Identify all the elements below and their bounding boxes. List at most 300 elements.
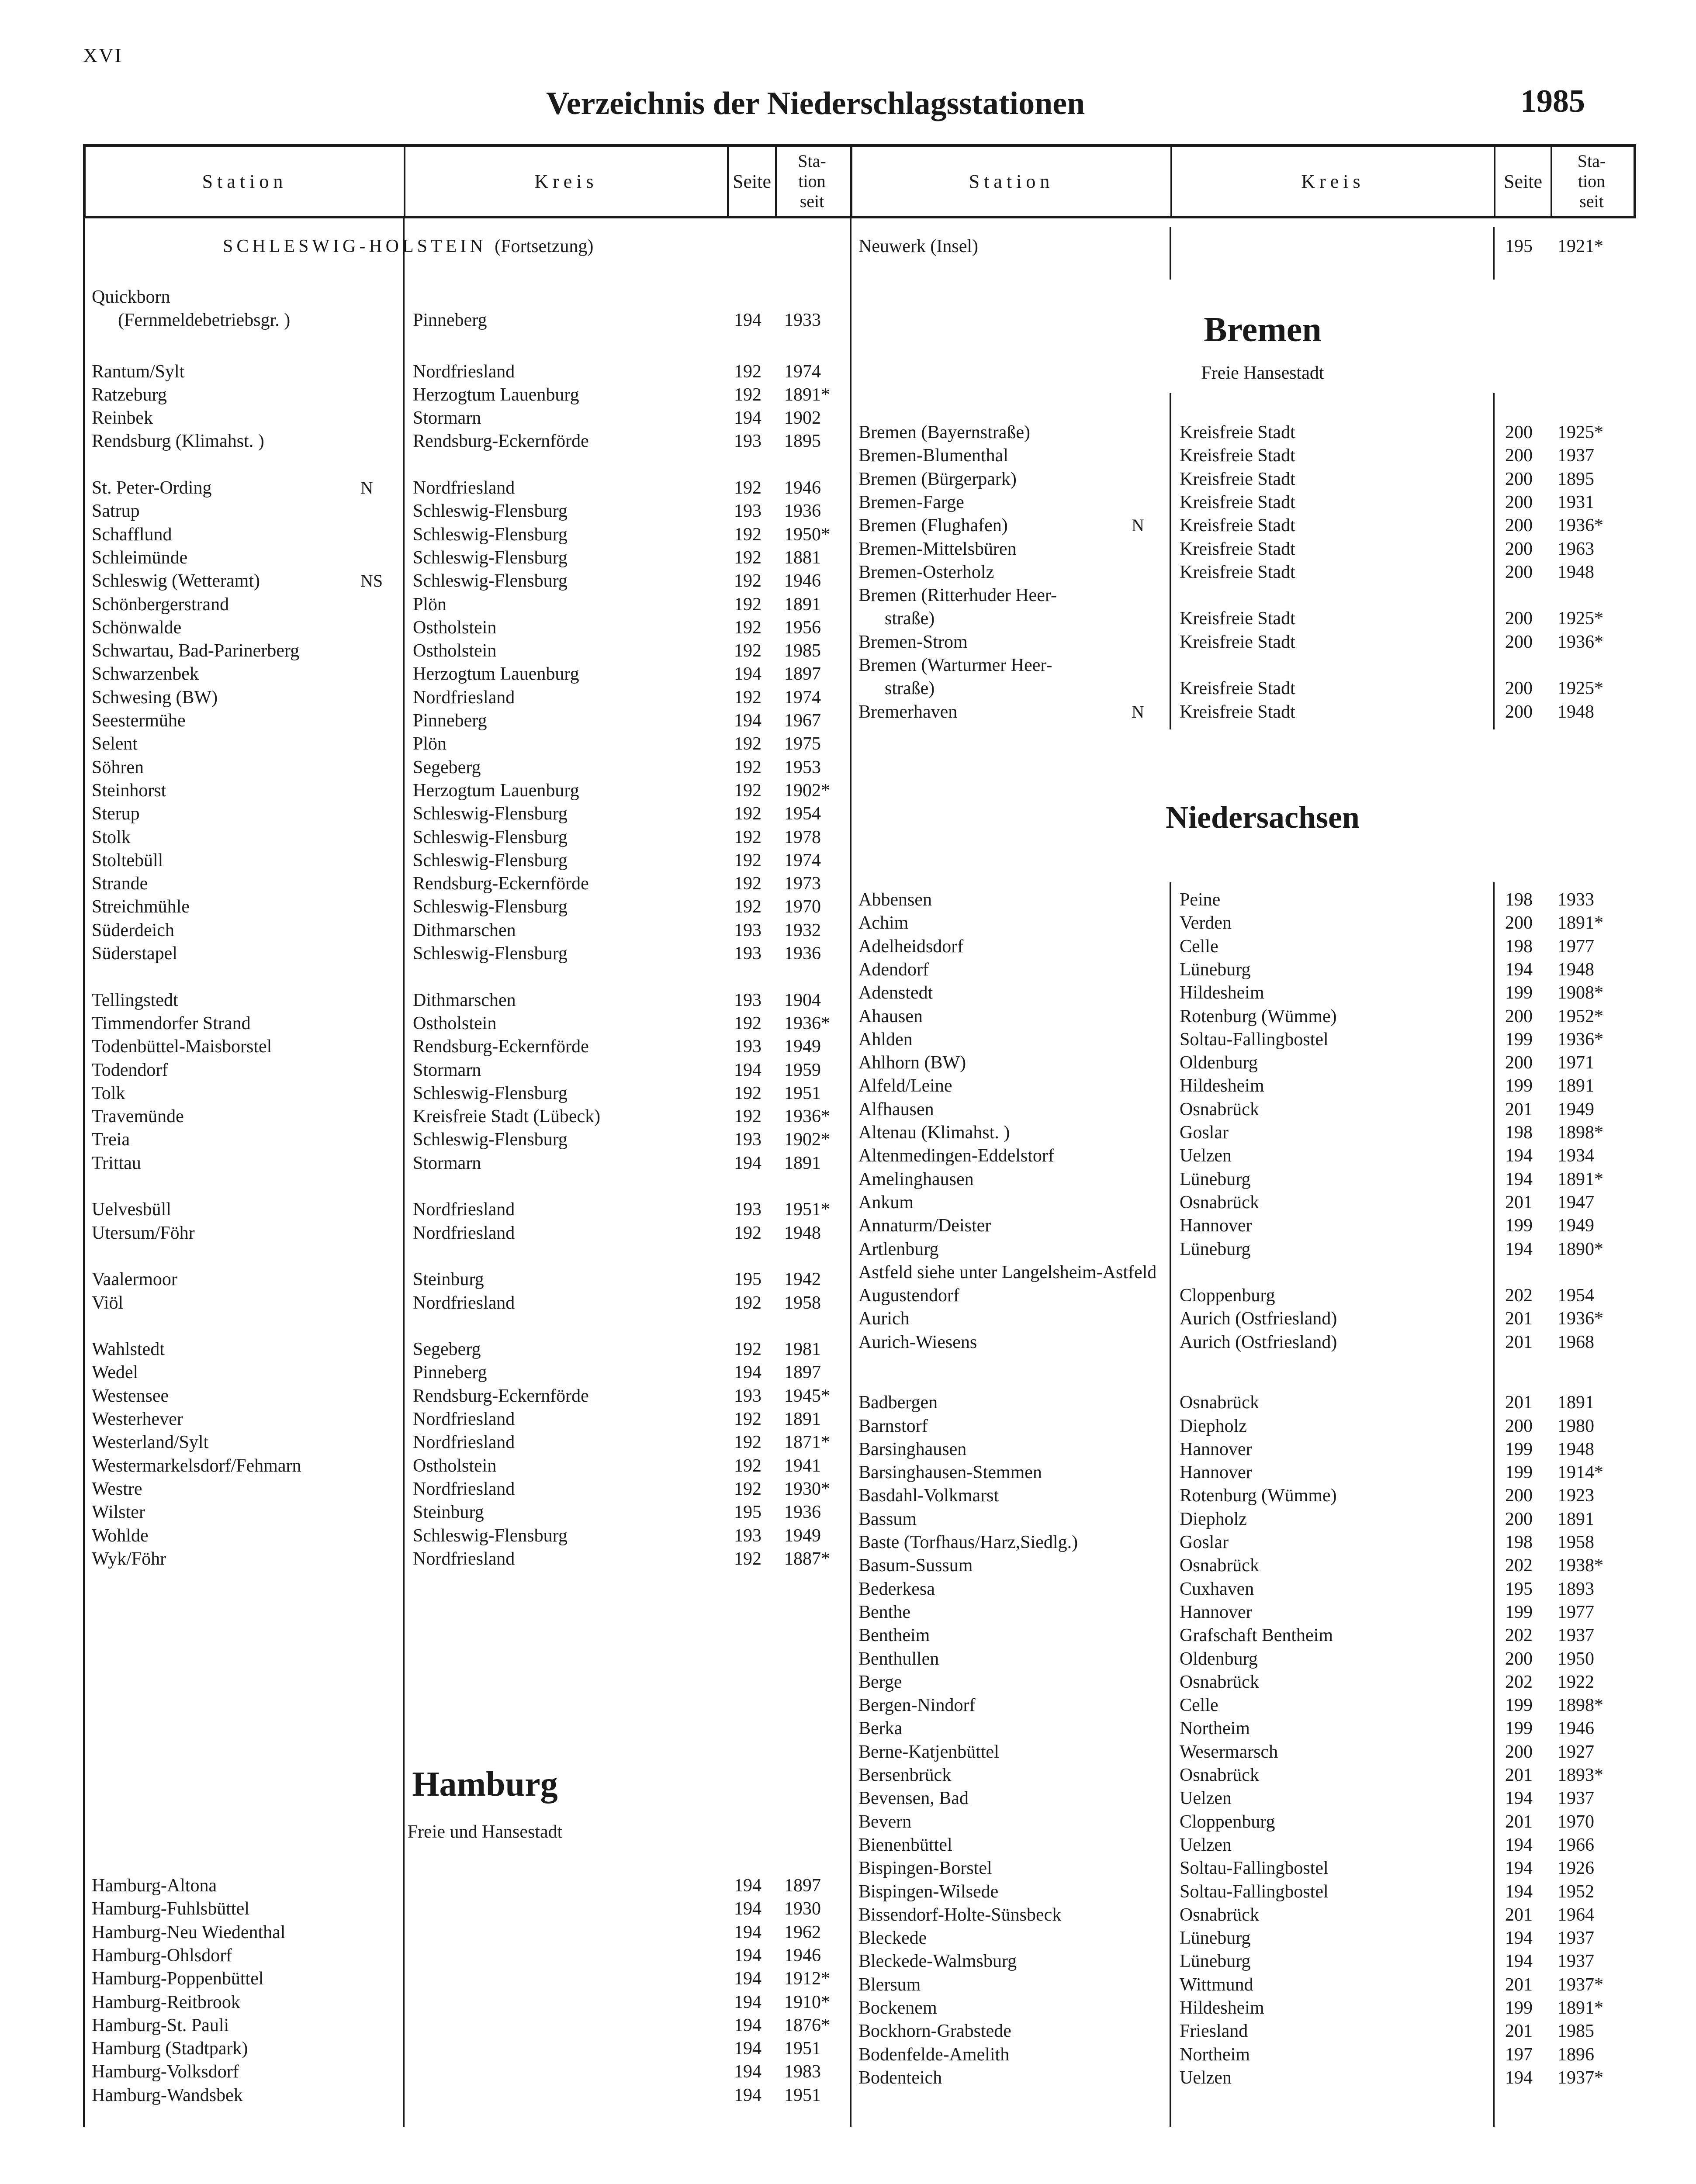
kreis-name: Kreisfreie Stadt: [1180, 562, 1295, 582]
station-name: Bockenem: [858, 1998, 937, 2018]
station-name: Bremen-Blumenthal: [858, 446, 1008, 466]
seite-value: 194: [1505, 1239, 1533, 1259]
station-name: Schönwalde: [92, 618, 182, 638]
kreis-name: Nordfriesland: [413, 478, 515, 498]
kreis-name: Nordfriesland: [413, 1223, 515, 1243]
station-name: Wyk/Föhr: [92, 1549, 166, 1569]
seite-value: 194: [734, 2085, 761, 2105]
kreis-name: Hannover: [1180, 1462, 1252, 1482]
kreis-name: Pinneberg: [413, 711, 487, 731]
kreis-name: Kreisfreie Stadt: [1180, 702, 1295, 722]
kreis-name: Schleswig-Flensburg: [413, 548, 568, 568]
station-seit-value: 1948: [1558, 1439, 1594, 1459]
seite-value: 200: [1505, 469, 1533, 489]
kreis-name: Rotenburg (Wümme): [1180, 1486, 1337, 1506]
station-seit-value: 1936*: [1558, 1030, 1603, 1050]
seite-value: 201: [1505, 2021, 1533, 2041]
seite-value: 194: [734, 1153, 761, 1173]
table-row: [0, 1996, 1696, 2020]
station-flag: N: [1132, 515, 1144, 535]
kreis-name: Osnabrück: [1180, 1099, 1259, 1120]
station-name: Bentheim: [858, 1625, 930, 1645]
table-row: [0, 285, 1696, 309]
table-row: [0, 467, 1696, 491]
station-seit-value: 1983: [784, 2062, 821, 2082]
kreis-name: Kreisfreie Stadt: [1180, 446, 1295, 466]
station-name: Stolk: [92, 827, 131, 847]
station-seit-value: 1946: [784, 478, 821, 498]
seite-value: 201: [1505, 1975, 1533, 1995]
table-row: [0, 1577, 1696, 1601]
kreis-name: Peine: [1180, 890, 1221, 910]
kreis-name: Ostholstein: [413, 641, 497, 661]
table-row: [0, 1903, 1696, 1927]
station-name: Süderstapel: [92, 943, 177, 964]
station-name: Bockhorn-Grabstede: [858, 2021, 1011, 2041]
kreis-name: Segeberg: [413, 757, 481, 778]
seite-value: 200: [1505, 562, 1533, 582]
seite-value: 192: [734, 571, 761, 591]
kreis-name: Osnabrück: [1180, 1765, 1259, 1785]
station-seit-value: 1908*: [1558, 983, 1603, 1003]
table-row: [0, 308, 1696, 332]
station-seit-value: 1945*: [784, 1386, 830, 1406]
station-name: Ankum: [858, 1192, 914, 1213]
station-seit-value: 1981: [784, 1339, 821, 1359]
station-seit-value: 1898*: [1558, 1123, 1603, 1143]
section-title-hamburg: Hamburg: [412, 1765, 558, 1804]
kreis-name: Herzogtum Lauenburg: [413, 385, 579, 405]
seite-value: 198: [1505, 890, 1533, 910]
station-seit-value: 1970: [1558, 1812, 1594, 1832]
table-header-left: [83, 144, 850, 218]
station-name: Badbergen: [858, 1393, 938, 1413]
station-seit-value: 1942: [784, 1269, 821, 1289]
station-seit-value: 1937: [1558, 1625, 1594, 1645]
table-row: [0, 981, 1696, 1005]
station-name: Bremerhaven: [858, 702, 958, 722]
station-seit-value: 1898*: [1558, 1695, 1603, 1715]
station-seit-value: 1891: [1558, 1393, 1594, 1413]
station-name: Bederkesa: [858, 1579, 935, 1599]
table-row: [0, 1763, 1696, 1787]
seite-value: 192: [734, 1549, 761, 1569]
continuation-region: SCHLESWIG-HOLSTEIN: [223, 236, 487, 256]
seite-value: 199: [1505, 1030, 1533, 1050]
kreis-name: Celle: [1180, 936, 1218, 957]
station-seit-value: 1974: [784, 850, 821, 871]
kreis-name: Schleswig-Flensburg: [413, 827, 568, 847]
station-seit-value: 1891*: [1558, 913, 1603, 933]
seite-value: 193: [734, 431, 761, 451]
station-seit-value: 1890*: [1558, 1239, 1603, 1259]
station-flag: NS: [360, 571, 383, 591]
station-seit-value: 1980: [1558, 1416, 1594, 1436]
station-name: Stoltebüll: [92, 850, 163, 871]
station-name: Hamburg-St. Pauli: [92, 2015, 229, 2035]
station-flag: N: [1132, 702, 1144, 722]
station-name: Rendsburg (Klimahst. ): [92, 431, 264, 451]
station-name: Basdahl-Volkmarst: [858, 1486, 999, 1506]
station-seit-value: 1966: [1558, 1835, 1594, 1855]
station-name: Wedel: [92, 1362, 138, 1382]
station-name: Schönbergerstrand: [92, 594, 229, 615]
kreis-name: Nordfriesland: [413, 1409, 515, 1429]
kreis-name: Nordfriesland: [413, 1293, 515, 1313]
seite-value: 199: [1505, 1602, 1533, 1622]
station-seit-value: 1951: [784, 1083, 821, 1103]
station-name: Wahlstedt: [92, 1339, 165, 1359]
station-seit-value: 1970: [784, 897, 821, 917]
seite-value: 197: [1505, 2045, 1533, 2065]
kreis-name: Ostholstein: [413, 618, 497, 638]
station-seit-value: 1936*: [784, 1013, 830, 1033]
station-seit-value: 1876*: [784, 2015, 830, 2035]
station-name: Schleimünde: [92, 548, 188, 568]
station-name: Seestermühe: [92, 711, 186, 731]
seite-value: 194: [1505, 1788, 1533, 1808]
kreis-name: Nordfriesland: [413, 1432, 515, 1452]
kreis-name: Dithmarschen: [413, 990, 516, 1010]
station-name: Berne-Katjenbüttel: [858, 1742, 999, 1762]
kreis-name: Soltau-Fallingbostel: [1180, 1858, 1329, 1878]
seite-value: 194: [1505, 1146, 1533, 1166]
seite-value: 195: [1505, 1579, 1533, 1599]
station-name: Bremen-Farge: [858, 492, 964, 512]
station-name: Wohlde: [92, 1526, 149, 1546]
station-name: Bevern: [858, 1812, 912, 1832]
station-name: Blersum: [858, 1975, 921, 1995]
seite-value: 192: [734, 385, 761, 405]
seite-value: 201: [1505, 1309, 1533, 1329]
kreis-name: Pinneberg: [413, 310, 487, 330]
header-seite: Seite: [1495, 147, 1552, 216]
table-row: [0, 1144, 1696, 1168]
seite-value: 192: [734, 1456, 761, 1476]
table-row: [0, 1717, 1696, 1740]
kreis-name: Steinburg: [413, 1269, 484, 1289]
header-kreis: Kreis: [1172, 147, 1495, 216]
station-seit-value: 1933: [1558, 890, 1594, 910]
seite-value: 200: [1505, 1649, 1533, 1669]
seite-value: 192: [734, 804, 761, 824]
kreis-name: Osnabrück: [1180, 1555, 1259, 1576]
seite-value: 198: [1505, 936, 1533, 957]
station-name: Hamburg (Stadtpark): [92, 2039, 248, 2059]
seite-value: 200: [1505, 1006, 1533, 1026]
kreis-name: Schleswig-Flensburg: [413, 1130, 568, 1150]
station-name: Treia: [92, 1130, 130, 1150]
kreis-name: Osnabrück: [1180, 1905, 1259, 1925]
seite-value: 195: [734, 1269, 761, 1289]
seite-value: 201: [1505, 1812, 1533, 1832]
station-name: Wilster: [92, 1502, 145, 1522]
kreis-name: Cloppenburg: [1180, 1812, 1275, 1832]
seite-value: 193: [734, 501, 761, 521]
station-seit-value: 1977: [1558, 936, 1594, 957]
station-name: Augustendorf: [858, 1286, 959, 1306]
station-seit-value: 1985: [1558, 2021, 1594, 2041]
station-seit-value: 1895: [784, 431, 821, 451]
table-row: [0, 383, 1696, 407]
station-name: Achim: [858, 913, 909, 933]
kreis-name: Cloppenburg: [1180, 1286, 1275, 1306]
table-row: [0, 1531, 1696, 1554]
kreis-name: Schleswig-Flensburg: [413, 850, 568, 871]
seite-value: 192: [734, 1432, 761, 1452]
station-seit-value: 1891: [1558, 1076, 1594, 1096]
table-row: [0, 732, 1696, 756]
station-seit-value: 1964: [1558, 1905, 1594, 1925]
seite-value: 194: [734, 1060, 761, 1080]
station-seit-value: 1902: [784, 408, 821, 428]
station-seit-value: 1973: [784, 874, 821, 894]
kreis-name: Diepholz: [1180, 1416, 1247, 1436]
station-name: Hamburg-Poppenbüttel: [92, 1969, 264, 1989]
station-seit-value: 1950: [1558, 1649, 1594, 1669]
station-name: Aurich: [858, 1309, 910, 1329]
station-name: Vaalermoor: [92, 1269, 177, 1289]
station-name: Streichmühle: [92, 897, 190, 917]
table-row: [0, 584, 1696, 607]
kreis-name: Oldenburg: [1180, 1053, 1258, 1073]
station-name: Annaturm/Deister: [858, 1216, 991, 1236]
station-name: Bispingen-Wilsede: [858, 1882, 999, 1902]
seite-value: 202: [1505, 1555, 1533, 1576]
kreis-name: Hildesheim: [1180, 1076, 1264, 1096]
station-seit-value: 1910*: [784, 1992, 830, 2012]
seite-value: 201: [1505, 1332, 1533, 1352]
table-header-right: [850, 144, 1636, 218]
station-seit-value: 1985: [784, 641, 821, 661]
table-row: [0, 2019, 1696, 2043]
station-seit-value: 1925*: [1558, 608, 1603, 629]
kreis-name: Nordfriesland: [413, 1199, 515, 1220]
station-name: Alfhausen: [858, 1099, 934, 1120]
seite-value: 200: [1505, 515, 1533, 536]
table-row: [0, 537, 1696, 561]
table-row: [0, 1926, 1696, 1950]
table-row: [0, 1051, 1696, 1075]
station-seit-value: 1951*: [784, 1199, 830, 1220]
kreis-name: Kreisfreie Stadt: [1180, 422, 1295, 442]
table-row: [0, 1833, 1696, 1857]
station-name: Bleckede: [858, 1928, 927, 1948]
station-name: Barnstorf: [858, 1416, 928, 1436]
table-row: [0, 1740, 1696, 1764]
station-seit-value: 1891*: [1558, 1169, 1603, 1189]
table-row: [0, 1284, 1696, 1307]
station-seit-value: 1937: [1558, 1928, 1594, 1948]
table-row: [0, 1670, 1696, 1694]
kreis-name: Friesland: [1180, 2021, 1248, 2041]
station-seit-value: 1891: [784, 1409, 821, 1429]
seite-value: 200: [1505, 702, 1533, 722]
station-name: Ahlhorn (BW): [858, 1053, 966, 1073]
station-seit-value: 1927: [1558, 1742, 1594, 1762]
seite-value: 200: [1505, 1509, 1533, 1529]
seite-value: 192: [734, 1013, 761, 1033]
kreis-name: Hannover: [1180, 1439, 1252, 1459]
station-name: Bispingen-Borstel: [858, 1858, 992, 1878]
station-name: Barsinghausen-Stemmen: [858, 1462, 1042, 1482]
table-row: [0, 1554, 1696, 1577]
table-row: [0, 1600, 1696, 1624]
kreis-name: Segeberg: [413, 1339, 481, 1359]
station-name: Schafflund: [92, 525, 172, 545]
station-name: Hamburg-Wandsbek: [92, 2085, 243, 2105]
seite-value: 193: [734, 1037, 761, 1057]
station-seit-value: 1896: [1558, 2045, 1594, 2065]
kreis-name: Verden: [1180, 913, 1232, 933]
station-name: Bodenfelde-Amelith: [858, 2045, 1010, 2065]
seite-value: 200: [1505, 632, 1533, 652]
table-row: [0, 1461, 1696, 1484]
station-seit-value: 1902*: [784, 1130, 830, 1150]
seite-value: 194: [734, 1969, 761, 1989]
station-name: Todendorf: [92, 1060, 168, 1080]
station-seit-value: 1959: [784, 1060, 821, 1080]
seite-value: 200: [1505, 1742, 1533, 1762]
station-seit-value: 1937*: [1558, 1975, 1603, 1995]
table-row: [0, 1414, 1696, 1438]
station-seit-value: 1936: [784, 943, 821, 964]
kreis-name: Wittmund: [1180, 1975, 1253, 1995]
kreis-name: Rendsburg-Eckernförde: [413, 874, 589, 894]
station-flag: N: [360, 478, 373, 498]
station-name: Bremen-Strom: [858, 632, 968, 652]
station-seit-value: 1934: [1558, 1146, 1594, 1166]
kreis-name: Schleswig-Flensburg: [413, 804, 568, 824]
seite-value: 192: [734, 688, 761, 708]
seite-value: 198: [1505, 1532, 1533, 1552]
station-name: Westre: [92, 1479, 142, 1499]
seite-value: 194: [734, 2015, 761, 2035]
station-seit-value: 1904: [784, 990, 821, 1010]
station-seit-value: 1936: [784, 1502, 821, 1522]
seite-value: 192: [734, 478, 761, 498]
station-name: Schleswig (Wetteramt): [92, 571, 260, 591]
station-name: Altenau (Klimahst. ): [858, 1123, 1010, 1143]
kreis-name: Cuxhaven: [1180, 1579, 1254, 1599]
station-name: Sterup: [92, 804, 140, 824]
seite-value: 200: [1505, 446, 1533, 466]
kreis-name: Nordfriesland: [413, 1549, 515, 1569]
kreis-name: Uelzen: [1180, 1146, 1232, 1166]
seite-value: 202: [1505, 1672, 1533, 1692]
station-name: Westerland/Sylt: [92, 1432, 209, 1452]
table-row: [0, 1438, 1696, 1461]
station-name: Travemünde: [92, 1106, 184, 1127]
station-seit-value: 1952*: [1558, 1006, 1603, 1026]
kreis-name: Osnabrück: [1180, 1192, 1259, 1213]
station-name: Hamburg-Reitbrook: [92, 1992, 240, 2012]
seite-value: 194: [1505, 1169, 1533, 1189]
kreis-name: Grafschaft Bentheim: [1180, 1625, 1333, 1645]
kreis-name: Lüneburg: [1180, 1928, 1251, 1948]
kreis-name: Diepholz: [1180, 1509, 1247, 1529]
station-seit-value: 1958: [784, 1293, 821, 1313]
table-row: [0, 653, 1696, 677]
table-row: [0, 888, 1696, 912]
table-row: [0, 560, 1696, 584]
table-row: [0, 1237, 1696, 1261]
station-name: Bleckede-Walmsburg: [858, 1951, 1017, 1971]
seite-value: 194: [1505, 1928, 1533, 1948]
kreis-name: Nordfriesland: [413, 688, 515, 708]
kreis-name: Soltau-Fallingbostel: [1180, 1882, 1329, 1902]
seite-value: 194: [734, 408, 761, 428]
section-subtitle-bremen: Freie Hansestadt: [1201, 363, 1324, 383]
seite-value: 193: [734, 990, 761, 1010]
station-seit-value: 1922: [1558, 1672, 1594, 1692]
station-name: Tolk: [92, 1083, 125, 1103]
station-seit-value: 1902*: [784, 781, 830, 801]
station-seit-value: 1891: [784, 594, 821, 615]
seite-value: 194: [734, 1876, 761, 1896]
station-seit-value: 1952: [1558, 1882, 1594, 1902]
seite-value: 200: [1505, 1053, 1533, 1073]
seite-value: 200: [1505, 1486, 1533, 1506]
table-row: [0, 756, 1696, 779]
station-seit-value: 1956: [784, 618, 821, 638]
kreis-name: Kreisfreie Stadt: [1180, 515, 1295, 536]
kreis-name: Hildesheim: [1180, 983, 1264, 1003]
kreis-name: Osnabrück: [1180, 1393, 1259, 1413]
table-row: [0, 779, 1696, 802]
station-name: Todenbüttel-Maisborstel: [92, 1037, 272, 1057]
station-seit-value: 1947: [1558, 1192, 1594, 1213]
station-name: Barsinghausen: [858, 1439, 967, 1459]
station-name: Bremen-Mittelsbüren: [858, 539, 1017, 559]
station-name: Bevensen, Bad: [858, 1788, 969, 1808]
section-title-niedersachsen: Niedersachsen: [1166, 800, 1360, 835]
kreis-name: Steinburg: [413, 1502, 484, 1522]
station-name: Bremen (Flughafen): [858, 515, 1008, 536]
seite-value: 192: [734, 781, 761, 801]
table-row: [0, 677, 1696, 700]
station-seit-value: 1936*: [1558, 632, 1603, 652]
station-seit-value: 1891*: [1558, 1998, 1603, 2018]
table-row: [0, 1214, 1696, 1237]
section-title-bremen: Bremen: [1204, 311, 1322, 349]
kreis-name: Rendsburg-Eckernförde: [413, 1386, 589, 1406]
kreis-name: Uelzen: [1180, 2068, 1232, 2088]
seite-value: 194: [1505, 1835, 1533, 1855]
kreis-name: Plön: [413, 594, 447, 615]
kreis-name: Kreisfreie Stadt: [1180, 469, 1295, 489]
table-row: [0, 1507, 1696, 1531]
table-row: [0, 1168, 1696, 1191]
kreis-name: Oldenburg: [1180, 1649, 1258, 1669]
kreis-name: Lüneburg: [1180, 960, 1251, 980]
kreis-name: Soltau-Fallingbostel: [1180, 1030, 1329, 1050]
kreis-name: Dithmarschen: [413, 920, 516, 940]
station-name: Benthe: [858, 1602, 910, 1622]
station-seit-value: 1937: [1558, 1788, 1594, 1808]
station-seit-value: 1936*: [1558, 1309, 1603, 1329]
station-seit-value: 1937: [1558, 1951, 1594, 1971]
station-seit-value: 1897: [784, 664, 821, 684]
kreis-name: Rotenburg (Wümme): [1180, 1006, 1337, 1026]
station-seit-value: 1891: [1558, 1509, 1594, 1529]
station-seit-value: 1926: [1558, 1858, 1594, 1878]
station-seit-value: 1897: [784, 1876, 821, 1896]
seite-value: 195: [734, 1502, 761, 1522]
station-name: Berge: [858, 1672, 902, 1692]
table-row: [0, 491, 1696, 514]
station-name: Baste (Torfhaus/Harz,Siedlg.): [858, 1532, 1078, 1552]
